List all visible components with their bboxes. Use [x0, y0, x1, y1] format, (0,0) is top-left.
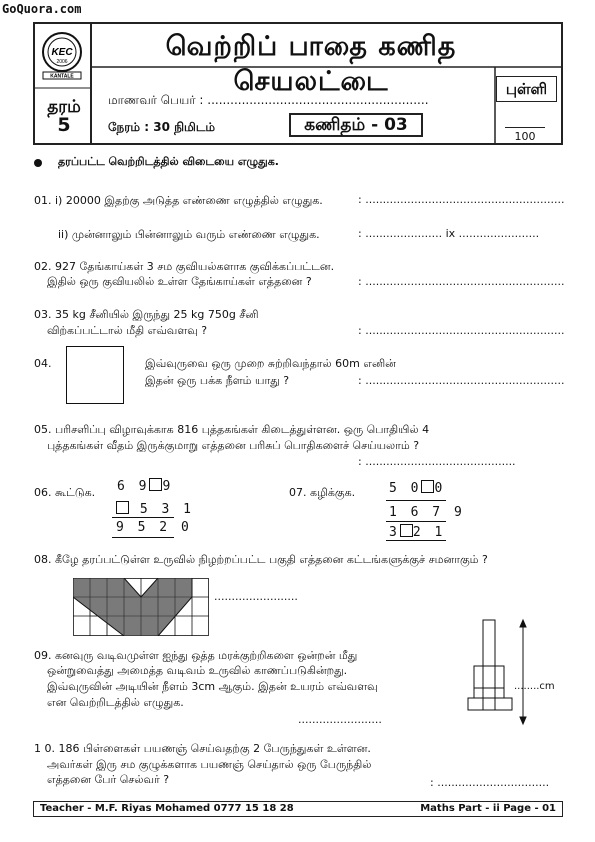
q6-row2	[116, 501, 194, 517]
question-2-line1: 02. 927 தேங்காய்கள் 3 சம குவியல்களாக குவிக்கப்பட்டன.	[34, 260, 335, 273]
q6-sum-line-top	[112, 517, 174, 518]
grade-label: தரம்	[47, 97, 81, 117]
question-7-label: 07. கழிக்குக.	[289, 486, 356, 499]
time-label: நேரம் : 30 நிமிடம்	[108, 120, 216, 134]
logo-text: KEC	[51, 47, 73, 58]
q6-row2-digits: 5 3 1	[139, 502, 194, 517]
question-4-number: 04.	[34, 357, 52, 370]
q6-blank-box[interactable]	[149, 478, 162, 491]
square-figure	[66, 346, 124, 404]
bullet-icon	[34, 159, 42, 167]
worksheet-title: வெற்றிப் பாதை கணித செயலட்டை	[165, 31, 457, 97]
q7-row3	[389, 524, 445, 540]
q6-row1-last: 9	[162, 479, 174, 494]
q7-row3-first: 3	[389, 525, 400, 540]
answer-4[interactable]: : .........................................................	[358, 374, 565, 387]
question-9-line1: 09. கனவுரு வடிவமுள்ள ஐந்து ஒத்த மரக்குற்றிகளை ஒன்றன் மீது	[34, 649, 358, 662]
marks-label: புள்ளி	[496, 76, 557, 102]
student-name-field[interactable]: மாணவர் பெயர் : ..........................................................	[108, 93, 429, 107]
subject-badge: கணிதம் - 03	[289, 113, 423, 137]
footer-teacher: Teacher - M.F. Riyas Mohamed 0777 15 18 28	[40, 803, 294, 814]
footer-page: Maths Part - ii Page - 01	[420, 803, 556, 814]
answer-3[interactable]: : .........................................................	[358, 324, 565, 337]
grade-value: 5	[57, 114, 71, 136]
question-4-line1: இவ்வுருவை ஒரு முறை சுற்றிவந்தால் 60m எனின்	[145, 357, 396, 370]
question-9-line3: இவ்வுருவின் அடியின் நீளம் 3cm ஆகும். இதன் உயரம் எவ்வளவு	[47, 680, 378, 693]
q7-line-bottom	[386, 540, 446, 541]
answer-1a[interactable]: : .........................................................	[358, 193, 565, 206]
q7-line-top	[386, 500, 446, 501]
cm-answer[interactable]: ........cm	[514, 681, 555, 692]
q6-row3: 9 5 2 0	[116, 520, 192, 535]
question-6-label: 06. கூட்டுக.	[34, 486, 96, 499]
question-3-line1: 03. 35 kg சீனியில் இருந்து 25 kg 750g சீனி	[34, 308, 259, 321]
q7-row2: 1 6 7 9	[389, 505, 465, 520]
question-1b: ii) முன்னாலும் பின்னாலும் வரும் எண்ணை எழுதுக.	[58, 228, 320, 241]
question-10-line3: எத்தனை பேர் செல்வர் ?	[47, 773, 170, 786]
q6-blank-box-2[interactable]	[116, 501, 129, 514]
question-10-line1: 1 0. 186 பிள்ளைகள் பயணஞ் செய்வதற்கு 2 பேருந்துகள் உள்ளன.	[34, 742, 371, 755]
stacked-cubes-figure	[466, 618, 532, 728]
question-5-line2: புத்தகங்கள் வீதம் இருக்குமாறு எத்தனை பரிசுப் பொதிகளைச் செய்யலாம் ?	[47, 439, 420, 452]
question-10-line2: அவர்கள் இரு சம குழுக்களாக பயணஞ் செய்தால் ஒரு பேருந்தில்	[47, 758, 372, 771]
q7-row3-digits: 2 1	[412, 525, 446, 540]
school-logo-icon	[37, 30, 87, 80]
q7-line-mid	[386, 521, 446, 522]
question-1a: 01. i) 20000 இதற்கு அடுத்த எண்ணை எழுத்தில் எழுதுக.	[34, 194, 323, 207]
question-4-line2: இதன் ஒரு பக்க நீளம் யாது ?	[145, 374, 290, 387]
instruction: தரப்பட்ட வெற்றிடத்தில் விடையை எழுதுக.	[58, 155, 279, 168]
answer-8[interactable]: ........................	[214, 590, 298, 603]
question-2-line2: இதில் ஒரு குவியலில் உள்ள தேங்காய்கள் எத்தனை ?	[47, 275, 312, 288]
q6-row1-digits: 6 9	[117, 479, 150, 494]
answer-2[interactable]: : .........................................................	[358, 275, 565, 288]
marks-total: 100	[505, 127, 545, 143]
q6-row1	[117, 478, 173, 494]
q7-blank-box[interactable]	[421, 480, 434, 493]
answer-9[interactable]: ........................	[298, 713, 382, 726]
site-watermark: GoQuora.com	[2, 2, 82, 16]
question-8: 08. கீழே தரப்பட்டுள்ள உருவில் நிழற்றப்பட்ட பகுதி எத்தனை கட்டங்களுக்குச் சமனாகும் ?	[34, 553, 488, 566]
q7-row1-digits: 5 0	[389, 481, 422, 496]
q7-blank-box-2[interactable]	[400, 524, 413, 537]
question-5-line1: 05. பரிசளிப்பு விழாவுக்காக 816 புத்தகங்கள் கிடைத்துள்ளன. ஒரு பொதியில் 4	[34, 423, 430, 436]
footer	[33, 801, 563, 817]
logo-year: 2006	[56, 59, 68, 65]
answer-5[interactable]: : ...........................................	[358, 455, 516, 468]
q6-sum-line-bottom	[112, 537, 174, 538]
question-9-line4: என வெற்றிடத்தில் எழுதுக.	[47, 696, 184, 709]
q7-row1-last: 0	[434, 481, 446, 496]
question-9-line2: ஒன்றுவைத்து அமைத்த வடிவம் உருவில் காணப்படுகின்றது.	[47, 664, 348, 677]
question-3-line2: விற்கப்பட்டால் மீதி எவ்வளவு ?	[47, 324, 208, 337]
logo-place: KANTALE	[50, 73, 74, 80]
answer-10[interactable]: : ................................	[430, 776, 550, 789]
grade-block	[41, 98, 87, 134]
shaded-grid-figure	[73, 578, 209, 636]
answer-1b[interactable]: : ...................... ix .......................	[358, 227, 540, 240]
q7-row1	[389, 480, 445, 496]
